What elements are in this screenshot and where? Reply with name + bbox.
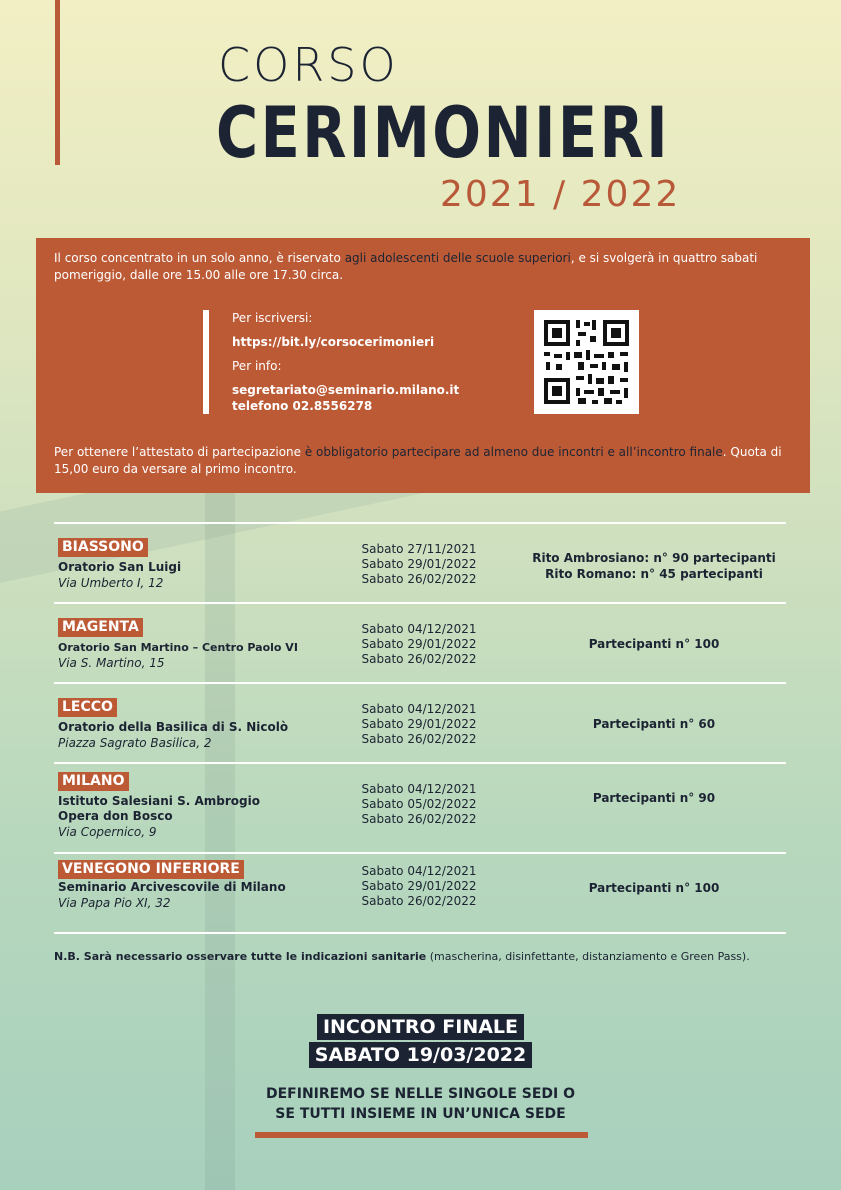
subscribe-label: Per iscriversi: bbox=[232, 311, 313, 325]
intro-text bbox=[54, 250, 794, 284]
session-date: Sabato 29/01/2022 bbox=[361, 717, 477, 731]
session-date: Sabato 26/02/2022 bbox=[361, 894, 477, 908]
session-date: Sabato 26/02/2022 bbox=[361, 652, 477, 666]
venue-name: Oratorio della Basilica di S. Nicolò bbox=[58, 720, 289, 734]
participants-info bbox=[524, 716, 784, 732]
session-dates bbox=[354, 864, 484, 909]
intro-part: Il corso concentrato in un solo anno, è riservato bbox=[54, 251, 345, 265]
participants-line: Partecipanti n° 100 bbox=[588, 881, 720, 895]
session-date: Sabato 26/02/2022 bbox=[361, 732, 477, 746]
health-note-rest: (mascherina, disinfettante, distanziamento e Green Pass). bbox=[426, 950, 750, 963]
participants-line: Rito Romano: n° 45 partecipanti bbox=[545, 567, 763, 581]
bottom-accent-rule bbox=[255, 1132, 588, 1138]
session-date: Sabato 04/12/2021 bbox=[361, 782, 477, 796]
health-note bbox=[54, 950, 794, 963]
session-dates bbox=[354, 622, 484, 667]
participants-info bbox=[524, 790, 784, 806]
participants-line: Partecipanti n° 90 bbox=[592, 791, 716, 805]
city-badge: BIASSONO bbox=[58, 538, 148, 557]
session-date: Sabato 29/01/2022 bbox=[361, 637, 477, 651]
session-date: Sabato 29/01/2022 bbox=[361, 879, 477, 893]
session-date: Sabato 27/11/2021 bbox=[361, 542, 477, 556]
city-badge: MAGENTA bbox=[58, 618, 143, 637]
notice-highlight: è obbligatorio partecipare ad almeno due incontri e all’incontro finale bbox=[304, 445, 723, 459]
info-label: Per info: bbox=[232, 359, 282, 373]
schedule-row bbox=[54, 852, 786, 934]
participants-line: Partecipanti n° 100 bbox=[588, 637, 720, 651]
session-date: Sabato 05/02/2022 bbox=[361, 797, 477, 811]
final-note-line: DEFINIREMO SE NELLE SINGOLE SEDI O bbox=[265, 1086, 576, 1102]
session-date: Sabato 29/01/2022 bbox=[361, 557, 477, 571]
subscribe-link[interactable]: https://bit.ly/corsocerimonieri bbox=[232, 335, 435, 349]
qr-code-graphic bbox=[534, 310, 639, 414]
title-line-1: CORSO bbox=[218, 38, 399, 92]
city-badge: MILANO bbox=[58, 772, 129, 791]
participants-info bbox=[524, 636, 784, 652]
venue-name: Oratorio San Martino – Centro Paolo VI bbox=[58, 641, 298, 654]
participants-info bbox=[524, 880, 784, 896]
session-date: Sabato 04/12/2021 bbox=[361, 702, 477, 716]
session-dates bbox=[354, 782, 484, 827]
venue-name: Istituto Salesiani S. Ambrogio Opera don Bosco bbox=[58, 794, 260, 823]
schedule-row bbox=[54, 602, 786, 682]
city-badge: LECCO bbox=[58, 698, 117, 717]
phone-number: telefono 02.8556278 bbox=[232, 399, 373, 413]
contact-block bbox=[232, 310, 459, 414]
email-link[interactable]: segretariato@seminario.milano.it bbox=[232, 383, 460, 397]
contact-divider bbox=[203, 310, 209, 414]
venue-address: Piazza Sagrato Basilica, 2 bbox=[58, 736, 212, 750]
venue-name: Seminario Arcivescovile di Milano bbox=[58, 880, 286, 894]
session-dates bbox=[354, 542, 484, 587]
final-meeting bbox=[0, 1014, 841, 1068]
final-meeting-date: SABATO 19/03/2022 bbox=[309, 1042, 532, 1068]
participants-line: Rito Ambrosiano: n° 90 partecipanti bbox=[532, 551, 776, 565]
participants-info bbox=[524, 550, 784, 582]
info-box bbox=[36, 238, 810, 493]
session-dates bbox=[354, 702, 484, 747]
schedule-row bbox=[54, 762, 786, 852]
academic-year: 2021 / 2022 bbox=[440, 174, 681, 215]
notice-part: Per ottenere l’attestato di partecipazione bbox=[54, 445, 305, 459]
notice-part: . Quota di 15,00 euro da versare al primo incontro. bbox=[54, 445, 782, 476]
final-note-line: SE TUTTI INSIEME IN UN’UNICA SEDE bbox=[275, 1106, 566, 1122]
session-date: Sabato 04/12/2021 bbox=[361, 622, 477, 636]
schedule-row bbox=[54, 522, 786, 602]
title-line-2: CERIMONIERI bbox=[216, 92, 671, 174]
venue-address: Via Umberto I, 12 bbox=[58, 576, 164, 590]
venue-address: Via Copernico, 9 bbox=[58, 825, 157, 839]
participants-line: Partecipanti n° 60 bbox=[592, 717, 716, 731]
intro-highlight: agli adolescenti delle scuole superiori bbox=[344, 251, 571, 265]
schedule-table bbox=[54, 522, 786, 934]
session-date: Sabato 26/02/2022 bbox=[361, 812, 477, 826]
header-accent-bar bbox=[55, 0, 60, 165]
venue-address: Via Papa Pio XI, 32 bbox=[58, 896, 171, 910]
intro-part: , e si svolgerà in quattro sabati pomeriggio, dalle ore 15.00 alle ore 17.30 circa. bbox=[54, 251, 758, 282]
session-date: Sabato 26/02/2022 bbox=[361, 572, 477, 586]
final-meeting-title: INCONTRO FINALE bbox=[317, 1014, 524, 1040]
venue-name: Oratorio San Luigi bbox=[58, 560, 182, 574]
attendance-notice bbox=[54, 444, 794, 478]
city-badge: VENEGONO INFERIORE bbox=[58, 860, 244, 879]
venue-address: Via S. Martino, 15 bbox=[58, 656, 165, 670]
session-date: Sabato 04/12/2021 bbox=[361, 864, 477, 878]
final-meeting-note bbox=[0, 1084, 841, 1124]
qr-code[interactable] bbox=[534, 310, 639, 414]
schedule-row bbox=[54, 682, 786, 762]
health-note-bold: N.B. Sarà necessario osservare tutte le indicazioni sanitarie bbox=[54, 950, 427, 963]
